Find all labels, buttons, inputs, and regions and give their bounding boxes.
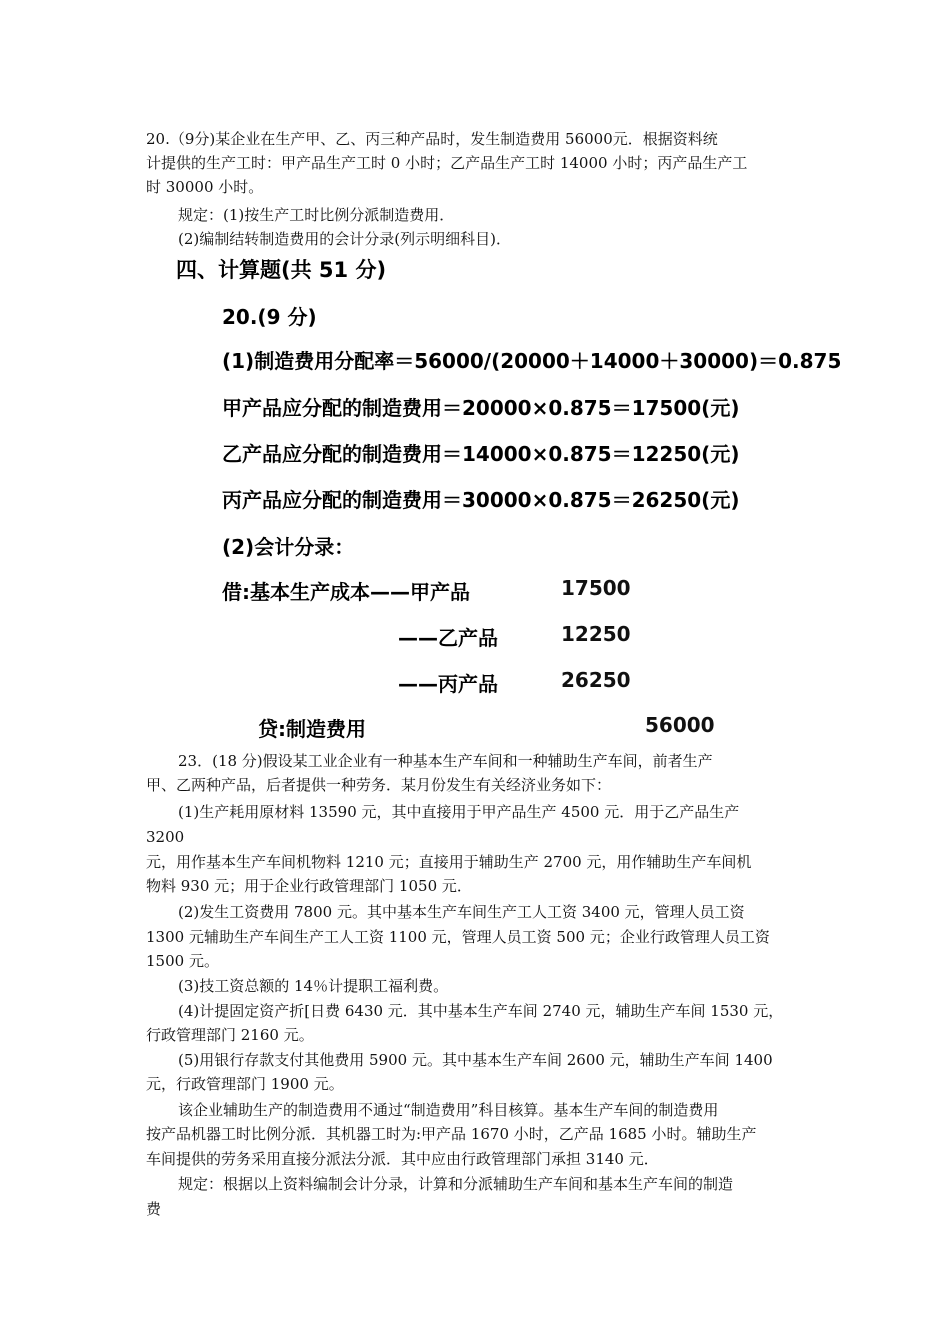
solution-line-2: 甲产品应分配的制造费用＝20000×0.875＝17500(元) xyxy=(222,396,740,420)
q20-line-1: 20.（9分)某企业在生产甲、乙、丙三种产品时，发生制造费用 56000元．根据资料统 xyxy=(146,130,718,148)
solution-line-5: (2)会计分录： xyxy=(222,535,355,559)
q23-line-6: 物料 930 元；用于企业行政管理部门 1050 元． xyxy=(146,877,472,895)
q23-line-17: 车间提供的劳务采用直接分派法分派．其中应由行政管理部门承担 3140 元． xyxy=(146,1150,659,1168)
q23-line-7: (2)发生工资费用 7800 元。其中基本生产车间生产工人工资 3400 元，管理人员工资 xyxy=(178,903,745,921)
journal-debit-amount: 17500 xyxy=(561,576,631,600)
q23-line-3: (1)生产耗用原材料 13590 元，其中直接用于甲产品生产 4500 元．用于乙产品生产 xyxy=(178,803,740,821)
journal-sub-line-3: ——丙产品 xyxy=(398,672,498,696)
solution-line-3: 乙产品应分配的制造费用＝14000×0.875＝12250(元) xyxy=(222,442,740,466)
q23-line-12: 行政管理部门 2160 元。 xyxy=(146,1026,314,1044)
q23-line-19: 费 xyxy=(146,1200,162,1218)
q20-line-2: 计提供的生产工时：甲产品生产工时 0 小时；乙产品生产工时 14000 小时；丙产品生产工 xyxy=(146,154,748,172)
q23-line-13: (5)用银行存款支付其他费用 5900 元。其中基本生产车间 2600 元，辅助生产车间 1400 xyxy=(178,1051,773,1069)
solution-line-1: (1)制造费用分配率＝56000/(20000＋14000＋30000)＝0.875 xyxy=(222,349,842,373)
journal-debit-line: 借:基本生产成本——甲产品 xyxy=(222,580,470,604)
q23-line-8: 1300 元辅助生产车间生产工人工资 1100 元，管理人员工资 500 元；企业行政管理人员工资 xyxy=(146,928,770,946)
journal-sub-line-2: ——乙产品 xyxy=(398,626,498,650)
q20-line-5: (2)编制结转制造费用的会计分录(列示明细科目)． xyxy=(178,230,511,248)
solution-q-label: 20.(9 分) xyxy=(222,305,317,329)
section-4-title: 四、计算题(共 51 分) xyxy=(176,258,387,282)
q20-line-3: 时 30000 小时。 xyxy=(146,178,264,196)
q23-line-16: 按产品机器工时比例分派．其机器工时为:甲产品 1670 小时，乙产品 1685 小时。辅助生产 xyxy=(146,1125,757,1143)
q23-line-5: 元，用作基本生产车间机物料 1210 元；直接用于辅助生产 2700 元，用作辅助生产车间机 xyxy=(146,853,752,871)
solution-line-4: 丙产品应分配的制造费用＝30000×0.875＝26250(元) xyxy=(222,488,740,512)
journal-credit-amount: 56000 xyxy=(645,713,715,737)
q23-line-10: (3)技工资总额的 14％计提职工福利费。 xyxy=(178,977,449,995)
q20-line-4: 规定：(1)按生产工时比例分派制造费用． xyxy=(178,206,455,224)
q23-line-14: 元，行政管理部门 1900 元。 xyxy=(146,1075,344,1093)
journal-amount-3: 26250 xyxy=(561,668,631,692)
q23-line-1: 23．(18 分)假设某工业企业有一种基本生产车间和一种辅助生产车间，前者生产 xyxy=(178,752,713,770)
q23-line-9: 1500 元。 xyxy=(146,952,219,970)
q23-line-4: 3200 xyxy=(146,828,185,846)
q23-line-18: 规定：根据以上资料编制会计分录，计算和分派辅助生产车间和基本生产车间的制造 xyxy=(178,1175,734,1193)
q23-line-11: (4)计提固定资产折[日费 6430 元．其中基本生产车间 2740 元，辅助生产车间 1530 元， xyxy=(178,1002,784,1020)
q23-line-2: 甲、乙两种产品，后者提供一种劳务．某月份发生有关经济业务如下： xyxy=(146,776,612,794)
journal-credit-line: 贷:制造费用 xyxy=(258,717,366,741)
q23-line-15: 该企业辅助生产的制造费用不通过“制造费用”科目核算。基本生产车间的制造费用 xyxy=(178,1101,719,1119)
journal-amount-2: 12250 xyxy=(561,622,631,646)
